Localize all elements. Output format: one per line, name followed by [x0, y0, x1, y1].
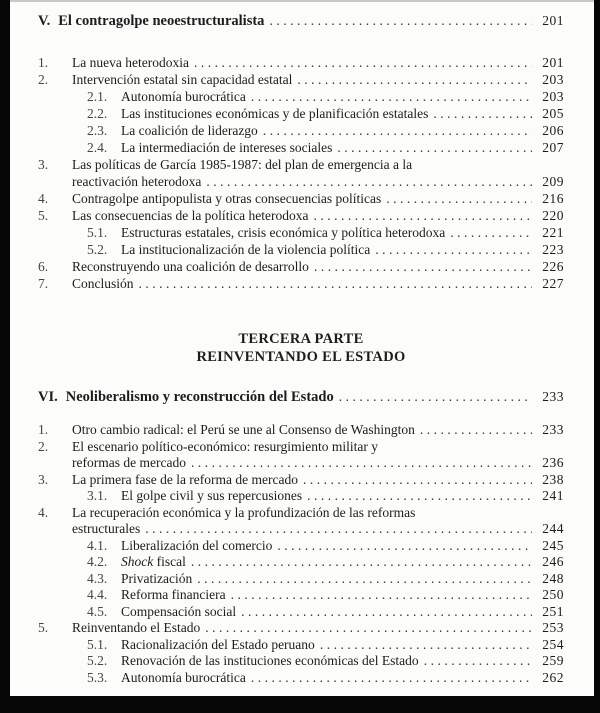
chapter-6-section	[38, 388, 564, 686]
toc-entry	[38, 472, 564, 489]
entry-number: 5.3.	[87, 669, 108, 685]
entry-page: 221	[542, 225, 564, 240]
dot-leader	[194, 54, 532, 71]
chapter-title: Neoliberalismo y reconstrucción del Estado	[65, 389, 334, 405]
dot-leader	[424, 653, 532, 670]
dot-leader	[303, 472, 532, 489]
dot-leader	[191, 455, 532, 472]
toc-entry	[38, 538, 564, 555]
dot-leader	[191, 554, 532, 571]
dot-leader	[197, 571, 532, 588]
toc-entry	[38, 156, 564, 190]
toc-entry	[38, 505, 564, 538]
entry-number: 5.	[38, 208, 49, 223]
entry-number: 5.2.	[87, 653, 108, 668]
entry-title-line2: reformas de mercado	[72, 455, 186, 470]
dot-leader	[205, 620, 532, 637]
entry-page: 250	[542, 587, 564, 602]
entry-number: 6.	[38, 259, 49, 274]
entry-title-line1: Las políticas de García 1985-1987: del plan de emergencia a la	[72, 157, 413, 172]
entry-title: Contragolpe antipopulista y otras consecuencias políticas	[72, 191, 382, 206]
toc-entry	[38, 105, 564, 122]
entry-number: 2.	[38, 72, 49, 87]
dot-leader	[320, 637, 532, 654]
entry-number: 2.3.	[87, 123, 108, 138]
entry-number: 3.1.	[87, 488, 108, 503]
entry-page: 248	[542, 570, 564, 586]
toc-entry	[38, 207, 564, 224]
dot-leader	[241, 604, 532, 621]
dot-leader	[339, 388, 532, 406]
entry-last-line	[72, 173, 564, 190]
entry-page: 227	[542, 276, 564, 291]
entry-number: 4.4.	[87, 587, 108, 602]
entry-number: 5.	[38, 620, 49, 635]
entry-number: 4.	[38, 191, 49, 206]
entry-page: 220	[542, 208, 564, 223]
dot-leader	[314, 258, 532, 275]
scan-edge-left	[0, 0, 10, 713]
entry-page: 201	[542, 55, 564, 70]
entry-title: Autonomía burocrática	[121, 669, 246, 685]
entry-title: Otro cambio radical: el Perú se une al Consenso de Washington	[72, 422, 415, 437]
dot-leader	[251, 670, 532, 687]
dot-leader	[337, 139, 532, 156]
entry-title: El golpe civil y sus repercusiones	[121, 488, 303, 503]
entry-title-rest: fiscal	[153, 554, 186, 569]
entry-title: Liberalización del comercio	[121, 537, 273, 553]
dot-leader	[277, 538, 532, 555]
toc-entry	[38, 71, 564, 88]
entry-title: La primera fase de la reforma de mercado	[72, 471, 298, 487]
entry-text-block	[72, 156, 564, 190]
toc-content	[10, 0, 594, 686]
entry-number: 2.4.	[87, 140, 108, 155]
entry-page: 236	[542, 455, 564, 470]
toc-entry	[38, 670, 564, 687]
entry-title: La coalición de liderazgo	[121, 123, 258, 138]
entry-page: 251	[542, 603, 564, 619]
chapter-page: 233	[542, 389, 564, 404]
entry-text-block	[72, 505, 564, 538]
entry-page: 203	[542, 72, 564, 87]
entry-title: Conclusión	[72, 276, 134, 291]
dot-leader	[231, 587, 532, 604]
toc-entry	[38, 554, 564, 571]
dot-leader	[139, 275, 532, 292]
entry-title-line2: reactivación heterodoxa	[72, 174, 202, 189]
chapter-number: V.	[38, 13, 51, 29]
entry-title: Reinventando el Estado	[72, 620, 201, 635]
entry-title: La institucionalización de la violencia política	[121, 242, 371, 257]
entry-number: 5.2.	[87, 242, 108, 257]
entry-title-line1: La recuperación económica y la profundización de las reformas	[72, 504, 416, 520]
dot-leader	[269, 12, 532, 30]
chapter-heading	[38, 388, 564, 406]
dot-leader	[420, 422, 532, 439]
dot-leader	[375, 241, 532, 258]
toc-entry	[38, 122, 564, 139]
toc-entry	[38, 653, 564, 670]
toc-entry	[38, 275, 564, 292]
toc-entry	[38, 258, 564, 275]
entry-title: Renovación de las instituciones económicas del Estado	[121, 653, 419, 668]
entry-page: 207	[542, 140, 564, 155]
entry-number: 7.	[38, 276, 49, 291]
entry-page: 209	[542, 174, 564, 189]
toc-entry	[38, 604, 564, 621]
entry-title: Compensación social	[121, 603, 237, 619]
scan-edge-bottom	[0, 696, 600, 713]
entry-title-line1: El escenario político-económico: resurgimiento militar y	[72, 438, 379, 454]
entry-page: 253	[542, 620, 564, 635]
toc-entry	[38, 88, 564, 105]
entry-text-block	[72, 439, 564, 472]
chapter-number: VI.	[38, 389, 58, 405]
entry-title: Las instituciones económicas y de planificación estatales	[121, 106, 429, 121]
entry-number: 1.	[38, 422, 49, 437]
dot-leader	[263, 122, 532, 139]
toc-entry	[38, 439, 564, 472]
toc-entry	[38, 422, 564, 439]
entry-title-italic: Shock	[121, 554, 154, 569]
entry-title: Autonomía burocrática	[121, 89, 246, 104]
toc-entry	[38, 139, 564, 156]
entry-page: 203	[542, 89, 564, 104]
dot-leader	[450, 224, 532, 241]
entry-number: 5.1.	[87, 636, 108, 652]
toc-entry	[38, 54, 564, 71]
entry-title: La intermediación de intereses sociales	[121, 140, 333, 155]
entry-number: 3.	[38, 157, 49, 172]
toc-entry	[38, 241, 564, 258]
toc-entry	[38, 587, 564, 604]
toc-entry	[38, 571, 564, 588]
entry-page: 259	[542, 653, 564, 668]
entry-page: 226	[542, 259, 564, 274]
entry-number: 2.1.	[87, 89, 108, 104]
entry-number: 4.1.	[87, 537, 108, 553]
chapter-title: El contragolpe neoestructuralista	[58, 13, 265, 29]
dot-leader	[251, 88, 532, 105]
entry-number: 5.1.	[87, 225, 108, 240]
entry-last-line	[72, 455, 564, 472]
entry-number: 2.	[38, 438, 49, 454]
entry-number: 4.3.	[87, 570, 108, 586]
toc-entry	[38, 488, 564, 505]
dot-leader	[314, 207, 532, 224]
entry-number: 4.5.	[87, 603, 108, 619]
entry-page: 254	[542, 636, 564, 652]
entry-page: 262	[542, 669, 564, 685]
toc-entry	[38, 190, 564, 207]
entry-title: Estructuras estatales, crisis económica y política heterodoxa	[121, 225, 446, 240]
entry-page: 241	[542, 488, 564, 503]
part-heading	[38, 330, 564, 366]
entry-page: 206	[542, 123, 564, 138]
entry-title: Intervención estatal sin capacidad estatal	[72, 72, 293, 87]
entry-title: Privatización	[121, 570, 193, 586]
dot-leader	[307, 488, 532, 505]
entry-page: 233	[542, 422, 564, 437]
entry-title: Reconstruyendo una coalición de desarrollo	[72, 259, 309, 274]
toc-entry	[38, 620, 564, 637]
dot-leader	[297, 71, 532, 88]
entry-title: La nueva heterodoxia	[72, 55, 189, 70]
entry-page: 205	[542, 106, 564, 121]
scan-edge-right	[594, 0, 600, 713]
entry-title: Reforma financiera	[121, 587, 226, 602]
entry-number: 2.2.	[87, 106, 108, 121]
part-title-line1: TERCERA PARTE	[238, 331, 364, 347]
entry-title-line2: estructurales	[72, 521, 141, 536]
entry-title	[121, 554, 186, 571]
entry-number: 3.	[38, 471, 49, 487]
entry-title: Racionalización del Estado peruano	[121, 636, 315, 652]
entry-page: 238	[542, 471, 564, 487]
toc-entry	[38, 224, 564, 241]
entry-page: 216	[542, 191, 564, 206]
chapter-5-section	[38, 12, 564, 292]
entry-number: 4.2.	[87, 554, 108, 569]
chapter-heading	[38, 12, 564, 30]
entry-page: 244	[542, 521, 564, 536]
entry-page: 246	[542, 554, 564, 569]
chapter-page: 201	[542, 13, 564, 28]
toc-entry	[38, 637, 564, 654]
scan-edge-top	[0, 0, 600, 2]
entry-page: 245	[542, 537, 564, 553]
dot-leader	[433, 105, 532, 122]
dot-leader	[145, 521, 532, 538]
entry-page: 223	[542, 242, 564, 257]
dot-leader	[206, 173, 532, 190]
entry-number: 1.	[38, 55, 49, 70]
entry-number: 4.	[38, 504, 49, 520]
entry-title: Las consecuencias de la política heterodoxa	[72, 208, 309, 223]
entry-last-line	[72, 521, 564, 538]
part-title-line2: REINVENTANDO EL ESTADO	[196, 349, 406, 365]
dot-leader	[386, 190, 532, 207]
